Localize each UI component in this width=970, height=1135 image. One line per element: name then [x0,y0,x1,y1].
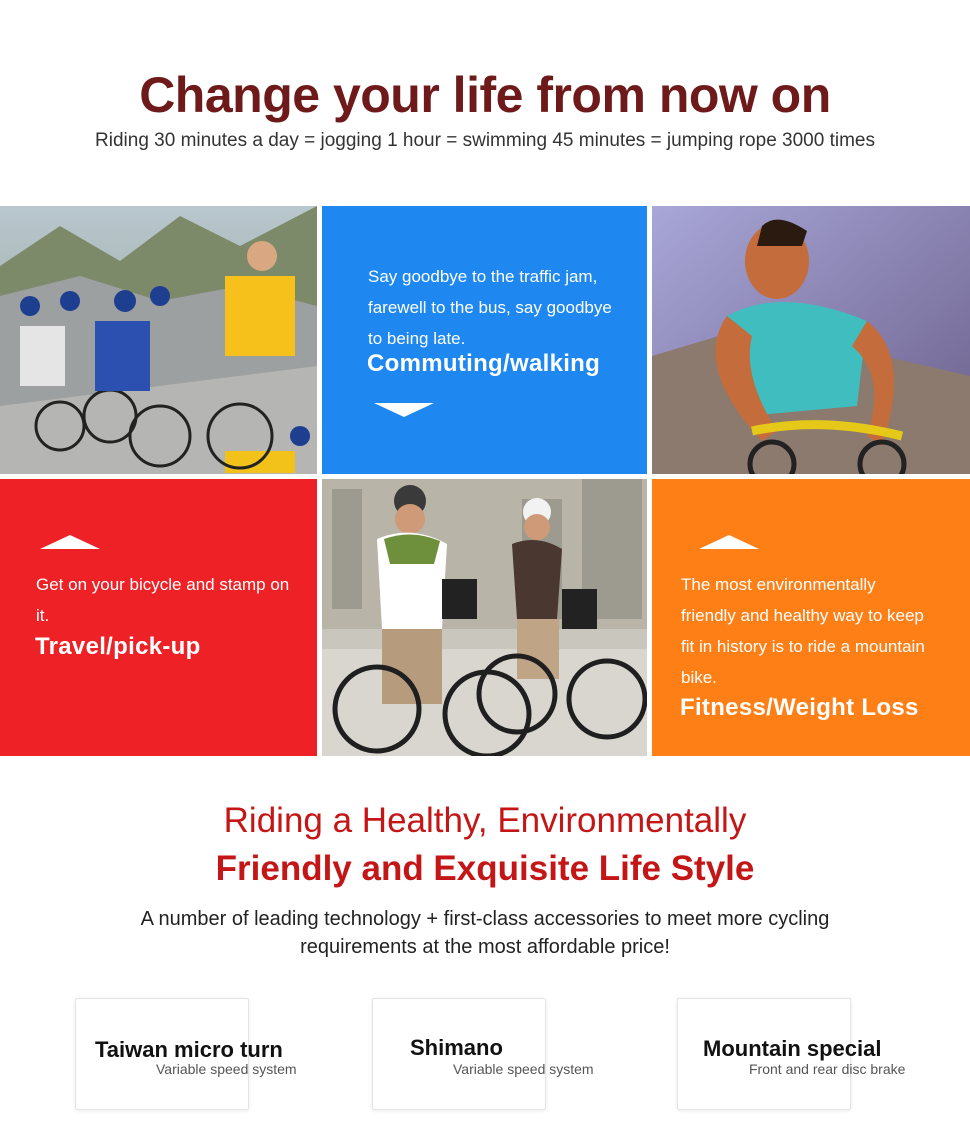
photo-mountain-rider [652,206,970,474]
fitness-heading: Fitness/Weight Loss [680,694,919,721]
photo-city-cyclists [322,479,647,756]
travel-heading: Travel/pick-up [35,633,201,660]
commuting-heading: Commuting/walking [367,350,601,377]
arrow-down-icon [374,403,434,417]
feature-subtitle: Front and rear disc brake [749,1061,906,1077]
lifestyle-heading-line1: Riding a Healthy, Environmentally [223,801,747,840]
tile-travel [0,479,317,756]
feature-card [372,998,594,1110]
feature-card [75,998,297,1110]
feature-card [677,998,906,1110]
arrow-up-icon [699,535,759,549]
travel-description: Get on your bicycle and stamp on it. [36,575,290,625]
photo-road-race [0,206,317,474]
feature-title: Mountain special [703,1036,882,1061]
tile-fitness [652,479,970,756]
tile-commuting [322,206,647,474]
page-title: Change your life from now on [139,67,831,123]
lifestyle-heading-line2: Friendly and Exquisite Life Style [215,849,755,888]
feature-subtitle: Variable speed system [453,1061,594,1077]
fitness-description: The most environmentally friendly and healthy way to keep fit in history is to ride a mountain bike. [681,575,925,687]
page-subtitle: Riding 30 minutes a day = jogging 1 hour = swimming 45 minutes = jumping rope 3000 times [95,130,875,151]
lifestyle-description: A number of leading technology + first-class accessories to meet more cycling requirements at the most affordable price! [140,908,830,958]
arrow-up-icon [40,535,100,549]
feature-subtitle: Variable speed system [156,1061,297,1077]
feature-title: Taiwan micro turn [95,1037,283,1062]
commuting-description: Say goodbye to the traffic jam, farewell to the bus, say goodbye to being late. [368,267,612,348]
feature-title: Shimano [410,1035,503,1060]
